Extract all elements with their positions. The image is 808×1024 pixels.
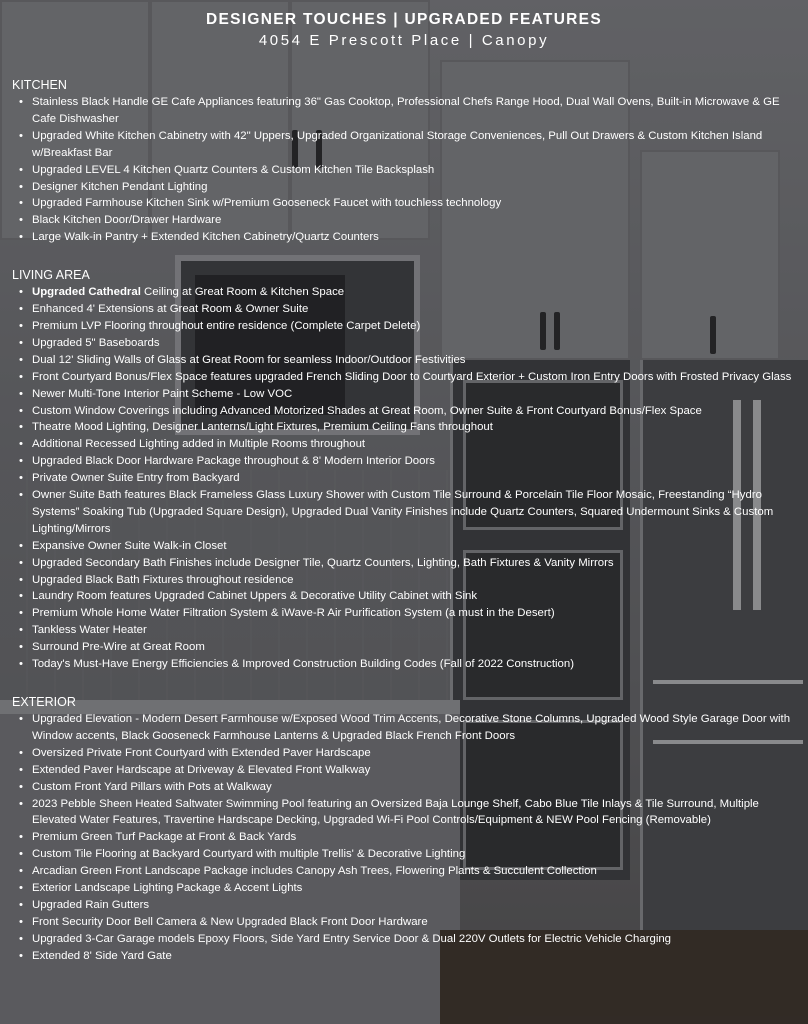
list-item: • Upgraded LEVEL 4 Kitchen Quartz Counters & Custom Kitchen Tile Backsplash bbox=[12, 162, 796, 179]
kitchen-heading: KITCHEN bbox=[12, 78, 67, 92]
list-item: • Premium Green Turf Package at Front & Back Yards bbox=[12, 829, 796, 846]
exterior-list bbox=[12, 711, 796, 965]
living-list bbox=[12, 284, 796, 673]
list-item: • Surround Pre-Wire at Great Room bbox=[12, 639, 796, 656]
list-item: • Dual 12' Sliding Walls of Glass at Great Room for seamless Indoor/Outdoor Festivities bbox=[12, 352, 796, 369]
list-item bbox=[12, 284, 796, 301]
list-item: • Expansive Owner Suite Walk-in Closet bbox=[12, 538, 796, 555]
list-item: • Stainless Black Handle GE Cafe Appliances featuring 36" Gas Cooktop, Professional Chefs Range Hood, Dual Wall Ovens, Built-in Microwave & GE Cafe Dishwasher bbox=[12, 94, 796, 128]
list-item: • Upgraded Elevation - Modern Desert Farmhouse w/Exposed Wood Trim Accents, Decorative Stone Columns, Upgraded Wood Style Garage Door with Window accents, Black Gooseneck Farmhouse Lanterns & Upgraded Black French Front Doors bbox=[12, 711, 796, 745]
list-item: • Upgraded Black Bath Fixtures throughout residence bbox=[12, 572, 796, 589]
kitchen-list bbox=[12, 94, 796, 246]
list-item: • Extended 8' Side Yard Gate bbox=[12, 948, 796, 965]
list-item: • Theatre Mood Lighting, Designer Lanterns/Light Fixtures, Premium Ceiling Fans throughout bbox=[12, 419, 796, 436]
list-item: • Private Owner Suite Entry from Backyard bbox=[12, 470, 796, 487]
page-title: DESIGNER TOUCHES | UPGRADED FEATURES bbox=[206, 11, 602, 28]
list-item: • Large Walk-in Pantry + Extended Kitchen Cabinetry/Quartz Counters bbox=[12, 229, 796, 246]
exterior-heading: EXTERIOR bbox=[12, 695, 76, 709]
list-item: • Enhanced 4' Extensions at Great Room & Owner Suite bbox=[12, 301, 796, 318]
list-item: • Premium Whole Home Water Filtration System & iWave-R Air Purification System (a must in the Desert) bbox=[12, 605, 796, 622]
living-section bbox=[12, 268, 796, 673]
list-item: • Upgraded Secondary Bath Finishes include Designer Tile, Quartz Counters, Lighting, Bath Fixtures & Vanity Mirrors bbox=[12, 555, 796, 572]
list-item: • Newer Multi-Tone Interior Paint Scheme - Low VOC bbox=[12, 386, 796, 403]
list-item: • Exterior Landscape Lighting Package & Accent Lights bbox=[12, 880, 796, 897]
bold-phrase: Upgraded Cathedral bbox=[32, 286, 141, 299]
list-item: • Owner Suite Bath features Black Frameless Glass Luxury Shower with Custom Tile Surround & Porcelain Tile Floor Mosaic, Freestanding “Hydro Systems” Soaking Tub (Upgraded Square Design), Upgraded Dual Vanity Finishes include Quartz Counters, Squared Undermount Sinks & Custom Lighting/Mirrors bbox=[12, 487, 796, 538]
list-item: • Today's Must-Have Energy Efficiencies & Improved Construction Building Codes (Fall of 2022 Construction) bbox=[12, 656, 796, 673]
list-item: • Laundry Room features Upgraded Cabinet Uppers & Decorative Utility Cabinet with Sink bbox=[12, 588, 796, 605]
list-item: • Front Courtyard Bonus/Flex Space features upgraded French Sliding Door to Courtyard Exterior + Custom Iron Entry Doors with Frosted Privacy Glass bbox=[12, 369, 796, 386]
list-item: • Upgraded Farmhouse Kitchen Sink w/Premium Gooseneck Faucet with touchless technology bbox=[12, 195, 796, 212]
list-item: • Extended Paver Hardscape at Driveway & Elevated Front Walkway bbox=[12, 762, 796, 779]
list-item: • Custom Front Yard Pillars with Pots at Walkway bbox=[12, 779, 796, 796]
list-item: • Upgraded Black Door Hardware Package throughout & 8' Modern Interior Doors bbox=[12, 453, 796, 470]
list-item: • Premium LVP Flooring throughout entire residence (Complete Carpet Delete) bbox=[12, 318, 796, 335]
list-item: • Upgraded Rain Gutters bbox=[12, 897, 796, 914]
page-subtitle: 4054 E Prescott Place | Canopy bbox=[258, 32, 550, 49]
exterior-section bbox=[12, 695, 796, 965]
list-item: • Upgraded 5" Baseboards bbox=[12, 335, 796, 352]
living-heading: LIVING AREA bbox=[12, 268, 90, 283]
list-item: • Upgraded White Kitchen Cabinetry with 42" Uppers, Upgraded Organizational Storage Conveniences, Pull Out Drawers & Custom Kitchen Island w/Breakfast Bar bbox=[12, 128, 796, 162]
list-item: • Front Security Door Bell Camera & New Upgraded Black Front Door Hardware bbox=[12, 914, 796, 931]
list-item: • Black Kitchen Door/Drawer Hardware bbox=[12, 212, 796, 229]
list-item: • Arcadian Green Front Landscape Package includes Canopy Ash Trees, Flowering Plants & Succulent Collection bbox=[12, 863, 796, 880]
kitchen-section bbox=[12, 78, 796, 246]
list-item: • 2023 Pebble Sheen Heated Saltwater Swimming Pool featuring an Oversized Baja Lounge Shelf, Cabo Blue Tile Inlays & Tile Surround, Multiple Elevated Water Features, Travertine Hardscape Decking, Upgraded Wi-Fi Pool Controls/Equipment & NEW Pool Fencing (Removable) bbox=[12, 796, 796, 830]
list-item: • Upgraded 3-Car Garage models Epoxy Floors, Side Yard Entry Service Door & Dual 220V Outlets for Electric Vehicle Charging bbox=[12, 931, 796, 948]
list-item: • Custom Window Coverings including Advanced Motorized Shades at Great Room, Owner Suite & Front Courtyard Bonus/Flex Space bbox=[12, 403, 796, 420]
list-item: • Oversized Private Front Courtyard with Extended Paver Hardscape bbox=[12, 745, 796, 762]
list-item: • Custom Tile Flooring at Backyard Courtyard with multiple Trellis' & Decorative Lighting bbox=[12, 846, 796, 863]
list-item: • Additional Recessed Lighting added in Multiple Rooms throughout bbox=[12, 436, 796, 453]
item-text: Ceiling at Great Room & Kitchen Space bbox=[140, 286, 345, 299]
list-item: • Tankless Water Heater bbox=[12, 622, 796, 639]
list-item: • Designer Kitchen Pendant Lighting bbox=[12, 179, 796, 196]
